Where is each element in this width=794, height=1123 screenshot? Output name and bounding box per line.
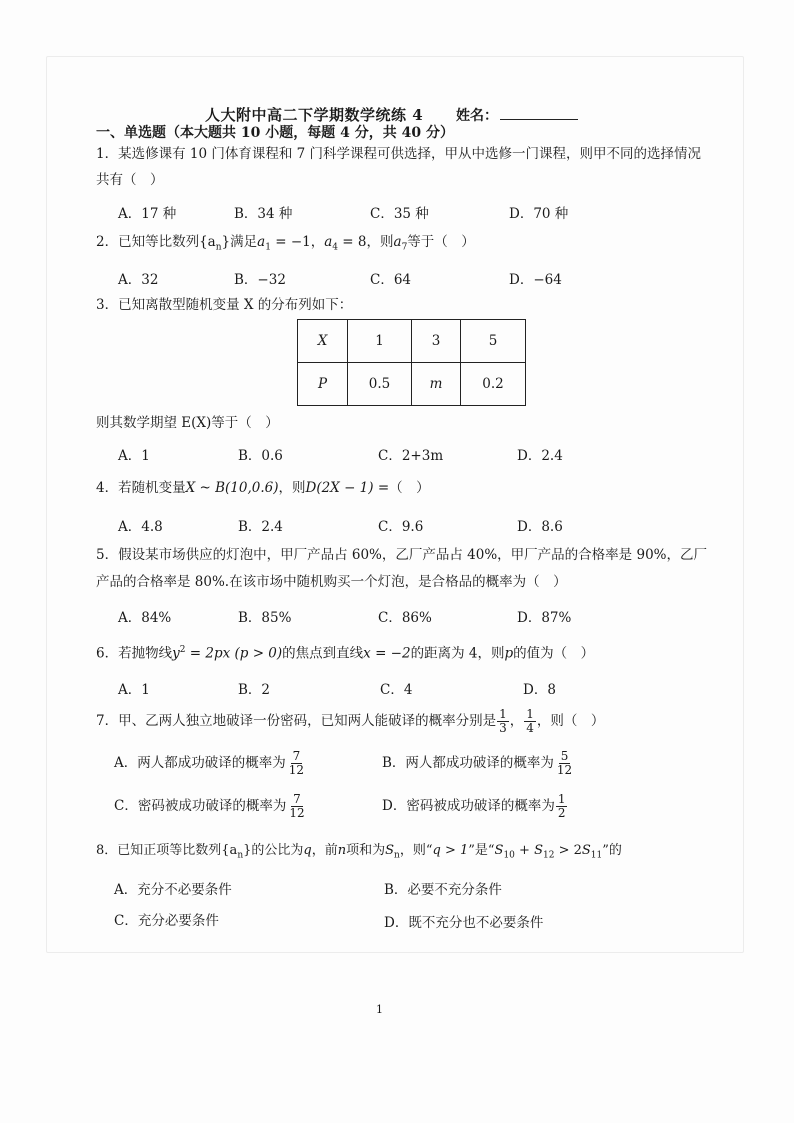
q8-option-c: C．充分必要条件: [114, 913, 219, 929]
q2-option-c: C．64: [370, 272, 412, 288]
q3-followup: 则其数学期望 E(X)等于（ ）: [96, 415, 279, 431]
q8-option-b: B．必要不充分条件: [384, 882, 502, 898]
table-cell: 1: [348, 320, 412, 363]
q6-option-a: A．1: [118, 682, 150, 698]
q1-stem-line1: 1．某选修课有 10 门体育课程和 7 门科学课程可供选择，甲从中选修一门课程，则甲不同的选择情况: [96, 146, 702, 162]
q1-option-d: D．70 种: [509, 206, 569, 222]
q8-option-d: D．既不充分也不必要条件: [384, 915, 544, 931]
q6-option-d: D．8: [523, 682, 556, 698]
name-blank-line: [500, 107, 578, 120]
q7-option-d: D．密码被成功破译的概率为 $\frac{1}{2}$: [382, 792, 566, 820]
q1-stem-line2: 共有（ ）: [96, 172, 164, 188]
q2-stem: 2．已知等比数列$\{a_n\}$满足$a_1 = -1$，$a_4 = 8$，则$a_7$等于（ ）: [96, 234, 475, 253]
q4-option-a: A．4.8: [118, 519, 163, 535]
table-row: [298, 363, 526, 406]
table-cell: 3: [412, 320, 461, 363]
table-cell: m: [412, 363, 461, 406]
q6-stem: 6．若抛物线$y^2 = 2px$ (p > 0)的焦点到直线x = −2的距离为 4，则p的值为（ ）: [96, 645, 595, 662]
q5-stem-line2: 产品的合格率是 80%.在该市场中随机购买一个灯泡，是合格品的概率为（ ）: [96, 574, 567, 590]
q2-option-a: A．32: [118, 272, 159, 288]
q2-option-d: D．−64: [509, 272, 562, 288]
q3-option-c: C．2+3m: [378, 448, 444, 464]
table-cell: 0.2: [461, 363, 526, 406]
q5-stem-line1: 5．假设某市场供应的灯泡中，甲厂产品占 60%，乙厂产品占 40%，甲厂产品的合格率是 90%，乙厂: [96, 547, 707, 563]
q1-option-b: B．34 种: [234, 206, 293, 222]
table-cell: P: [298, 363, 348, 406]
q7-option-a: A．两人都成功破译的概率为 $\frac{7}{12}$: [114, 749, 305, 777]
page-number: 1: [376, 1003, 383, 1016]
q4-option-c: C．9.6: [378, 519, 424, 535]
q1-option-a: A．17 种: [118, 206, 177, 222]
q3-stem: 3．已知离散型随机变量 X 的分布列如下：: [96, 297, 353, 313]
q5-option-b: B．85%: [238, 610, 292, 626]
q3-option-a: A．1: [118, 448, 150, 464]
q3-option-d: D．2.4: [517, 448, 563, 464]
exam-title: 人大附中高二下学期数学统练 4: [205, 106, 424, 124]
q2-option-b: B．−32: [234, 272, 286, 288]
q4-option-b: B．2.4: [238, 519, 283, 535]
q4-stem: 4．若随机变量X ~ B(10,0.6)，则D(2X − 1) =（ ）: [96, 480, 430, 496]
q7-stem: 7．甲、乙两人独立地破译一份密码，已知两人能破译的概率分别是 $\frac{1}{3}$ ， $\frac{1}{4}$ ，则（ ）: [96, 707, 605, 735]
q5-option-c: C．86%: [378, 610, 432, 626]
section-heading: 一、单选题（本大题共 10 小题，每题 4 分，共 40 分）: [96, 125, 454, 141]
q7-option-c: C．密码被成功破译的概率为 $\frac{7}{12}$: [114, 792, 305, 820]
q7-option-b: B．两人都成功破译的概率为 $\frac{5}{12}$: [382, 749, 573, 777]
q5-option-a: A．84%: [118, 610, 172, 626]
name-label: 姓名：: [456, 108, 498, 124]
q1-option-c: C．35 种: [370, 206, 429, 222]
table-cell: 0.5: [348, 363, 412, 406]
table-row: [298, 320, 526, 363]
table-cell: X: [298, 320, 348, 363]
name-field: [456, 105, 578, 125]
q6-option-c: C．4: [380, 682, 413, 698]
distribution-table: [297, 319, 526, 406]
fraction-one-third: $\frac{1}{3}$: [499, 707, 507, 735]
q4-option-d: D．8.6: [517, 519, 563, 535]
table-cell: 5: [461, 320, 526, 363]
q3-option-b: B．0.6: [238, 448, 283, 464]
q6-option-b: B．2: [238, 682, 271, 698]
q8-option-a: A．充分不必要条件: [114, 882, 232, 898]
fraction-one-quarter: $\frac{1}{4}$: [526, 707, 534, 735]
q8-stem: 8．已知正项等比数列$\{a_n\}$的公比为q，前n项和为$S_n$，则“q > 1”是“$S_{10} + S_{12} > 2S_{11}$”的: [96, 843, 622, 861]
q5-option-d: D．87%: [517, 610, 572, 626]
